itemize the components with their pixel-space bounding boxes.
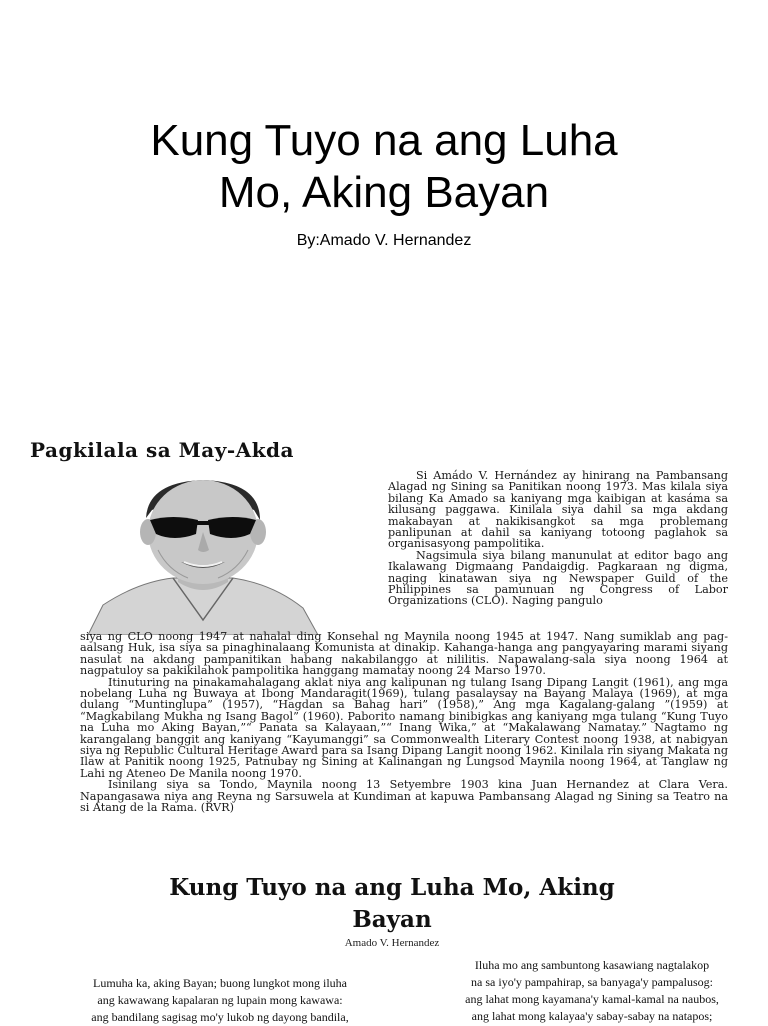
bio-full-column [80, 631, 728, 814]
author-portrait-image [78, 470, 328, 635]
stanza-line: na sa iyo'y pampahirap, sa banyaga'y pampalusog: [471, 975, 713, 989]
stanza-line: ang bandilang sagisag mo'y lukob ng dayong bandila, [91, 1010, 349, 1024]
bio-right-column [388, 470, 728, 607]
stanza-line: ang lahat mong kayamana'y kamal-kamal na naubos, [465, 992, 719, 1006]
slide-title-line2: Mo, Aking Bayan [218, 168, 550, 217]
slide-byline: By:Amado V. Hernandez [296, 232, 472, 249]
bio-paragraph-1: Si Amádo V. Hernández ay hinirang na Pambansang Alagad ng Sining sa Panitikan noong 1973. Mas kilala siya bilang Ka Amado sa kaniyang mga kaibigan at kasáma sa kilusang paggawa. Kinilala siya dahil sa mga akdang makabayan at nakikisangkot sa mga problemang panlipunan at dahil sa kaniyang totoong paglahok sa organisasyong pampolitika. [388, 469, 728, 551]
slide-title-line1: Kung Tuyo na ang Luha [150, 116, 618, 165]
poem-title-line1: Kung Tuyo na ang Luha Mo, Aking [169, 874, 615, 901]
poem-stanza-1 [70, 975, 370, 1026]
poem-stanza-2 [442, 957, 742, 1025]
bio-paragraph-4: Isinilang siya sa Tondo, Maynila noong 13 Setyembre 1903 kina Juan Hernandez at Clara Vera. Napangasawa niya ang Reyna ng Sarsuwela at Kundiman at kapuwa Pambansang Alagad ng Sining sa Teatro na si Atang de la Rama. (RVR) [80, 778, 728, 815]
stanza-line: Lumuha ka, aking Bayan; buong lungkot mong iluha [93, 976, 347, 990]
slide-title [0, 115, 768, 219]
bio-paragraph-2a: Nagsimula siya bilang manunulat at editor bago ang Ikalawang Digmaang Pandaigdig. Pagkaraan ng digma, naging kinatawan siya ng Newspaper Guild of the Philippines sa pamunuan ng Congress of Labor Organizations (CLO). Naging pangulo [388, 548, 728, 608]
stanza-line: ang kawawang kapalaran ng lupain mong kawawa: [97, 993, 343, 1007]
bio-paragraph-3: Itinuturing na pinakamahalagang aklat niya ang kalipunan ng tulang Isang Dipang Langit (1961), ang mga nobelang Luha ng Buwaya at Ibong Mandaragit(1969), tulang pasalaysay na Bayang Malaya (1969), at mga dulang “Muntinglupa” (1957), “Hagdan sa Bahag hari” (1958),” Ang mga Kagalang-galang ”(1959) at “Magkabilang Mukha ng Isang Bagol” (1960). Paborito namang binibigkas ang kaniyang mga tulang “Kung Tuyo na Luha mo Aking Bayan,”“ Panata sa Kalayaan,”“ Inang Wika,” at “Makalawang Namatay.” Nagtamo ng karangalang banggit ang kaniyang “Kayumanggi” sa Commonwealth Literary Contest noong 1938, at nabigyan siya ng Republic Cultural Heritage Award para sa Isang Dipang Langit noong 1962. Kinilala rin siyang Makata ng Ilaw at Panitik noong 1925, Patnubay ng Sining at Kalinangan ng Lungsod Maynila noong 1964, at Tanglaw ng Lahi ng Ateneo De Manila noong 1970. [80, 675, 728, 780]
stanza-line: ang lahat mong kalayaa'y sabay-sabay na natapos; [471, 1009, 713, 1023]
stanza-line: Iluha mo ang sambuntong kasawiang nagtalakop [474, 958, 710, 972]
poem-title-line2: Bayan [352, 906, 432, 933]
poem-title [0, 872, 768, 936]
poem-author: Amado V. Hernandez [344, 937, 440, 949]
bio-heading: Pagkilala sa May-Akda [30, 438, 294, 462]
bio-paragraph-2b: siya ng CLO noong 1947 at nahalal ding Konsehal ng Maynila noong 1945 at 1947. Nang sumiklab ang pag-aalsang Huk, isa siya sa pinaghinalaang Komunista at dinakip. Kahanga-hanga ang pangyayaring marami siyang nasulat na akdang pampanitikan habang nakabilanggo at nililitis. Napawalang-sala siya noong 1964 at nagpatuloy sa pakikilahok pampolitika hanggang mamatay noong 24 Marso 1970. [80, 630, 728, 678]
